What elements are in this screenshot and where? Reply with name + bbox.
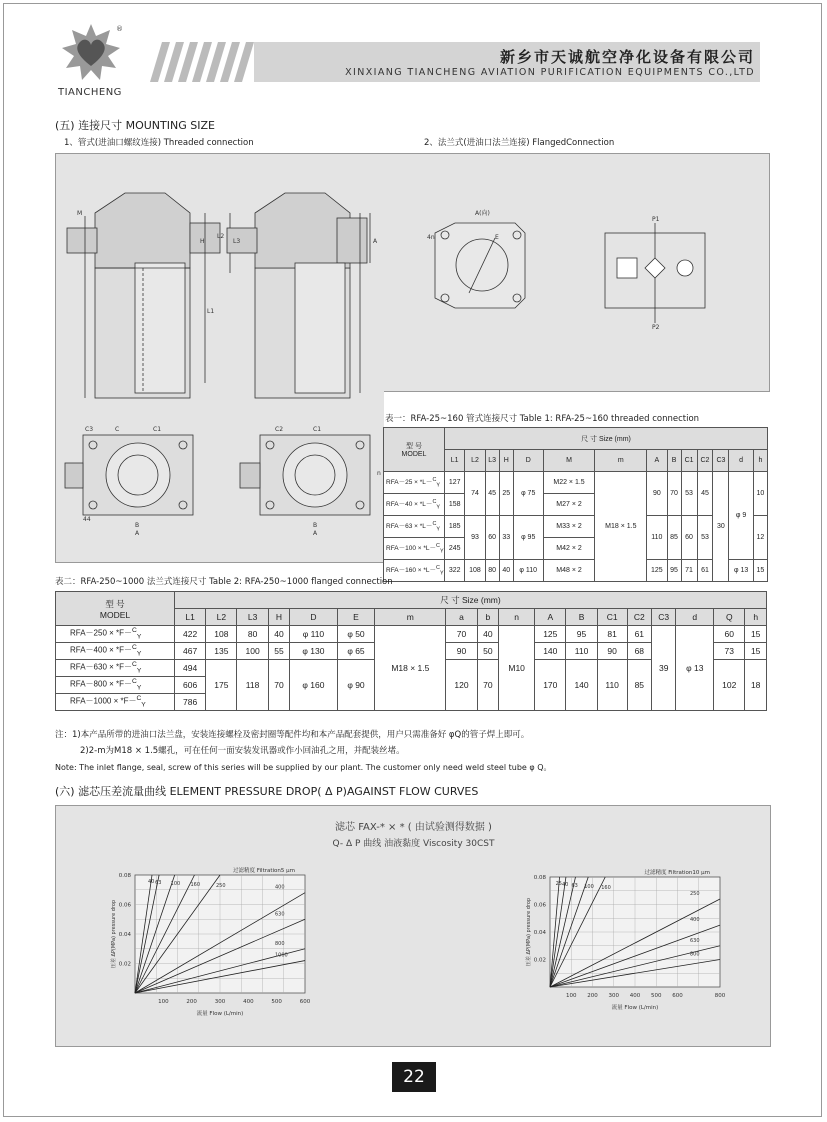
cell: 175 [206,660,237,711]
cell: 467 [175,643,206,660]
x-tick-label: 100 [566,993,577,999]
label-b2: B [313,522,318,529]
note-2: 2)2-m为M18 × 1.5螺孔，可在任何一面安装发讯器或作小回油孔之用，并配装丝堵。 [80,746,405,756]
table2-col: C2 [627,609,651,626]
cell: 127 [445,472,465,494]
cell: 70 [446,626,477,643]
table-row [384,472,768,494]
cell: 68 [627,643,651,660]
table1-col: H [499,450,513,472]
label-l1: L1 [207,308,215,315]
cell: φ 65 [337,643,375,660]
y-tick-label: 0.02 [118,961,131,968]
model-name: RFA－1000 × *F－$^C_Y$ [56,694,175,711]
model-name: RFA－800 × *F－$^C_Y$ [56,677,175,694]
x-tick-label: 300 [214,999,226,1005]
section5-title: (五) 连接尺寸 MOUNTING SIZE [55,119,215,132]
table1-caption: 表一：RFA-25~160 管式连接尺寸 Table 1: RFA-25~160 threaded connection [385,414,700,424]
cell: M33 × 2 [543,516,595,538]
table2-col: H [268,609,290,626]
flanged-connection-label: 2、法兰式(进油口法兰连接) FlangedConnection [424,138,615,148]
cell: 108 [465,560,485,582]
model-name: RFA－400 × *F－$^C_Y$ [56,643,175,660]
cell: 40 [477,626,499,643]
y-tick-label: 0.04 [118,932,131,938]
table1-col: A [647,450,667,472]
table2-col: a [446,609,477,626]
y-axis-label: 压差 ΔP(MPa) pressure drop [526,897,532,967]
cell: 45 [697,472,713,516]
cell: 12 [753,516,767,560]
x-tick-label: 600 [672,993,683,999]
table1-threaded [383,427,768,582]
label-p1: P1 [652,216,660,223]
cell: 61 [697,560,713,582]
table1-col: L3 [485,450,499,472]
company-name-cn: 新乡市天诚航空净化设备有限公司 [499,48,755,66]
cell: 71 [681,560,697,582]
cell: 494 [175,660,206,677]
series-label: 63 [155,880,162,886]
table1-model-header: 型 号 MODEL [384,428,445,472]
cell: 606 [175,677,206,694]
cell: 102 [714,660,745,711]
cell: M18 × 1.5 [375,626,446,711]
x-tick-label: 800 [714,993,726,999]
table2-model-header: 型 号 MODEL [56,592,175,626]
label-l2: L2 [217,233,225,240]
model-name: RFA－100 × *L－$^C_Y$ [384,538,445,560]
cell: 15 [745,626,767,643]
model-name: RFA－160 × *L－$^C_Y$ [384,560,445,582]
table2-col: B [566,609,597,626]
label-a: A [373,238,378,245]
table1-col: C1 [681,450,697,472]
cell: 245 [445,538,465,560]
y-tick-label: 0.08 [118,873,131,879]
cell: φ 9 [729,472,753,560]
cell: 90 [597,643,627,660]
label-c: C [115,426,120,433]
cell: 60 [681,516,697,560]
model-name: RFA－25 × *L－$^C_Y$ [384,472,445,494]
cell: 110 [597,660,627,711]
brand-name: TIANCHENG [58,87,122,98]
table2-col: m [375,609,446,626]
series-label: 160 [601,885,611,891]
cell: 70 [477,660,499,711]
cell: 110 [647,516,667,560]
table1-col: B [667,450,681,472]
section6-title: (六) 滤芯压差流量曲线 ELEMENT PRESSURE DROP( Δ P)AGAINST FLOW CURVES [55,785,479,798]
y-tick-label: 0.02 [533,957,546,964]
y-tick-label: 0.06 [533,902,546,909]
cell: 40 [268,626,290,643]
table2-caption: 表二：RFA-250~1000 法兰式连接尺寸 Table 2: RFA-250~1000 flanged connection [55,577,393,587]
series-label: 100 [170,881,181,887]
cell: M10 [499,626,535,711]
cell: 15 [745,643,767,660]
x-axis-label: 流量 Flow (L/min) [611,1005,659,1011]
table2-size-header: 尺 寸 Size (mm) [175,592,767,609]
cell: 140 [566,660,597,711]
series-label: 25 [555,881,562,887]
series-label: 250 [690,891,700,897]
cell: φ 90 [337,660,375,711]
table2-col: A [535,609,566,626]
note-en: Note: The inlet flange, seal, screw of this series will be supplied by our plant. The customer only need weld steel tube φ Q。 [55,763,552,772]
cell: 53 [697,516,713,560]
model-name: RFA－630 × *F－$^C_Y$ [56,660,175,677]
cell: 70 [667,472,681,516]
cell: M42 × 2 [543,538,595,560]
cell: M48 × 2 [543,560,595,582]
table1-col: L1 [445,450,465,472]
cell: φ 130 [290,643,337,660]
cell: 90 [446,643,477,660]
cell: φ 50 [337,626,375,643]
table2-col: d [676,609,714,626]
cell: 120 [446,660,477,711]
label-h: H [200,238,205,245]
cell: φ 13 [676,626,714,711]
table1-size-header: 尺 寸 Size (mm) [445,428,768,450]
cell: 15 [753,560,767,582]
model-name: RFA－40 × *L－$^C_Y$ [384,494,445,516]
curve-title-1: 滤芯 FAX-* × * ( 由试验测得数据 ) [335,822,492,833]
note-1: 注：1)本产品所带的进油口法兰盘，安装连接螺栓及密封圈等配件均和本产品配套提供，用户只需准备好 φQ的管子焊上即可。 [55,730,530,740]
flanged-filter-drawing [227,193,370,398]
cell: 50 [477,643,499,660]
x-tick-label: 100 [158,999,169,1005]
svg-text:®: ® [116,25,123,33]
series-label: 250 [216,883,226,889]
chart-5um [110,866,311,1017]
cell: 25 [499,472,513,516]
cell: 322 [445,560,465,582]
cell: M18 × 1.5 [595,472,647,582]
cell: M22 × 1.5 [543,472,595,494]
cell: 55 [268,643,290,660]
series-label: 40 [561,882,569,888]
table1-col: L2 [465,450,485,472]
table-row [384,560,768,582]
cell: 70 [268,660,290,711]
cell: 10 [753,472,767,516]
cell: 170 [535,660,566,711]
cell: 80 [237,626,268,643]
table2-col: h [745,609,767,626]
label-c1-b: C1 [313,426,322,433]
cell: 110 [566,643,597,660]
label-c2: C2 [275,426,284,433]
label-44: 44 [83,516,91,523]
table2-col: E [337,609,375,626]
cell: φ 13 [729,560,753,582]
series-label: 630 [690,937,700,944]
cell: 125 [535,626,566,643]
cell: 39 [652,626,676,711]
cell: 135 [206,643,237,660]
label-p2: P2 [652,324,660,331]
table2-col: D [290,609,337,626]
series-label: 800 [275,940,285,947]
cell: φ 110 [513,560,543,582]
cell: 80 [485,560,499,582]
chart-10um [525,868,726,1011]
cell: M27 × 2 [543,494,595,516]
label-e: E [495,234,499,241]
curve-title-2: Q- Δ P 曲线 油液黏度 Viscosity 30CST [332,839,495,849]
chart-title: 过滤精度 Filtration10 μm [644,870,710,876]
cell: 95 [566,626,597,643]
cell: 85 [627,660,651,711]
cell: 45 [485,472,499,516]
table-row [384,516,768,538]
cell: φ 95 [513,516,543,560]
cell: φ 160 [290,660,337,711]
label-l3: L3 [233,238,241,245]
cell: φ 110 [290,626,337,643]
table2-col: C3 [652,609,676,626]
x-tick-label: 600 [299,999,311,1005]
cell: 422 [175,626,206,643]
cell: 125 [647,560,667,582]
x-tick-label: 400 [243,999,254,1005]
table2-col: b [477,609,499,626]
cell: 33 [499,516,513,560]
label-a2: A [135,530,140,537]
table1-col: h [753,450,767,472]
flanged-top-view-drawing [240,435,370,515]
y-tick-label: 0.08 [533,875,546,881]
series-label: 63 [571,883,578,889]
chart-title: 过滤精度 Filtration5 μm [233,868,295,874]
flange-a-view-drawing [435,223,525,308]
table1-col: m [595,450,647,472]
model-name: RFA－250 × *F－$^C_Y$ [56,626,175,643]
table1-col: d [729,450,753,472]
cell: 53 [681,472,697,516]
x-tick-label: 400 [629,993,641,999]
cell: 185 [445,516,465,538]
y-axis-label: 压差 ΔP(MPa) pressure drop [111,899,117,969]
series-label: 800 [690,951,700,958]
cell: 93 [465,516,485,560]
table2-col: n [499,609,535,626]
pressure-drop-charts [55,805,769,1045]
cell: 40 [499,560,513,582]
label-c3: C3 [85,426,94,433]
table2-flanged [55,591,767,711]
series-label: 100 [584,884,594,890]
cell: φ 75 [513,472,543,516]
x-tick-label: 200 [186,999,197,1005]
table2-col: L3 [237,609,268,626]
table-row [56,626,767,643]
label-a3: A [313,530,318,537]
cell: 118 [237,660,268,711]
model-name: RFA－63 × *L－$^C_Y$ [384,516,445,538]
label-a-view: A(向) [475,210,490,217]
label-m: M [77,210,83,217]
series-label: 400 [275,884,285,891]
cell: 74 [465,472,485,516]
hydraulic-symbol-drawing [605,223,705,323]
cell: 140 [535,643,566,660]
cell: 81 [597,626,627,643]
table1-col: D [513,450,543,472]
label-n: n [377,470,381,477]
threaded-filter-drawing [67,193,230,398]
label-c1: C1 [153,426,162,433]
heart-logo-icon [60,22,122,82]
series-label: 40 [148,879,155,885]
table2-col: L1 [175,609,206,626]
cell: 95 [667,560,681,582]
cell: 85 [667,516,681,560]
x-tick-label: 500 [271,999,282,1005]
table1-col: M [543,450,595,472]
cell: 158 [445,494,465,516]
cell: 30 [713,472,729,582]
table2-col: L2 [206,609,237,626]
table2-col: Q [714,609,745,626]
cell: 786 [175,694,206,711]
cell: 90 [647,472,667,516]
x-tick-label: 200 [587,993,598,999]
cell: 60 [714,626,745,643]
threaded-top-view-drawing [65,435,193,515]
cell: 61 [627,626,651,643]
series-label: 160 [190,882,201,888]
series-label: 400 [690,917,700,924]
label-b: B [135,522,140,529]
series-label: 630 [275,911,285,918]
page-number: 22 [392,1062,436,1092]
threaded-connection-label: 1、管式(进油口螺纹连接) Threaded connection [64,138,254,148]
cell: 60 [485,516,499,560]
company-name-en: XINXIANG TIANCHENG AVIATION PURIFICATION EQUIPMENTS CO.,LTD [345,67,755,78]
label-4n: 4n [427,234,435,241]
cell: 108 [206,626,237,643]
table2-col: C1 [597,609,627,626]
cell: 100 [237,643,268,660]
table1-col: C3 [713,450,729,472]
cell: 73 [714,643,745,660]
y-tick-label: 0.04 [533,930,546,936]
x-tick-label: 300 [608,993,619,999]
y-tick-label: 0.06 [118,902,131,909]
table1-col: C2 [697,450,713,472]
x-axis-label: 流量 Flow (L/min) [196,1011,244,1017]
series-label: 1000 [275,952,288,959]
x-tick-label: 500 [651,993,662,999]
cell: 18 [745,660,767,711]
